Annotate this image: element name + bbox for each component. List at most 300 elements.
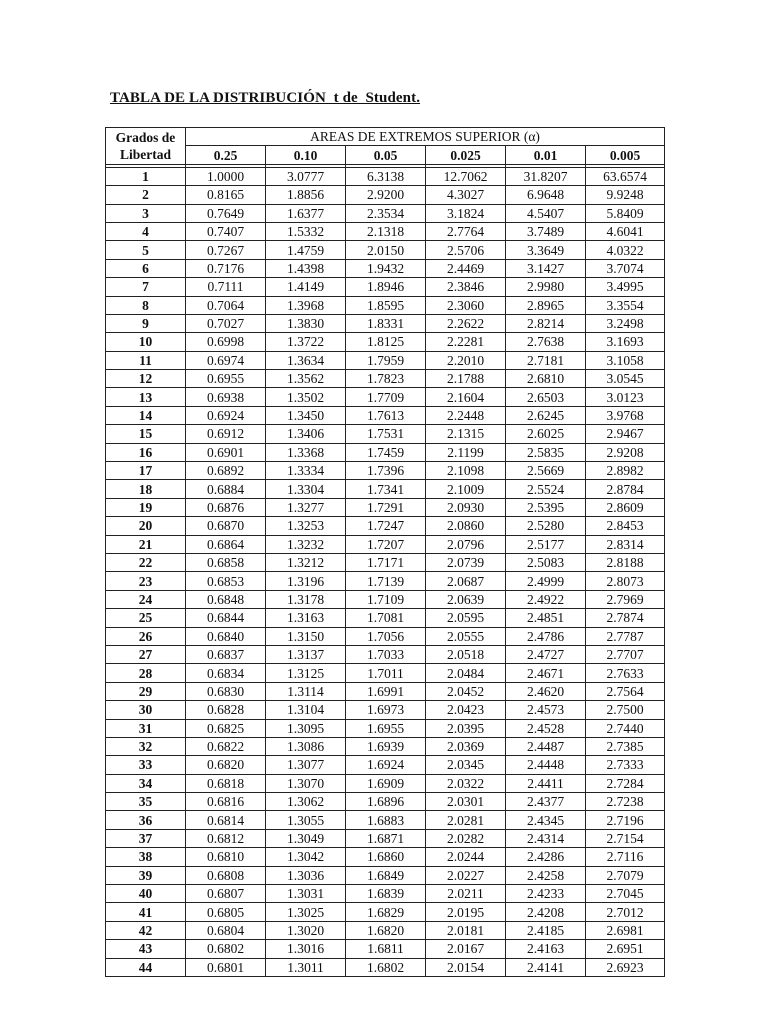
critical-value-cell: 2.7079 xyxy=(586,866,665,884)
df-cell: 15 xyxy=(106,425,186,443)
critical-value-cell: 1.8946 xyxy=(346,278,426,296)
critical-value-cell: 0.7267 xyxy=(186,241,266,259)
critical-value-cell: 12.7062 xyxy=(426,167,506,185)
critical-value-cell: 4.0322 xyxy=(586,241,665,259)
critical-value-cell: 2.8214 xyxy=(506,314,586,332)
critical-value-cell: 2.4469 xyxy=(426,259,506,277)
page-title: TABLA DE LA DISTRIBUCIÓN t de Student. xyxy=(110,90,421,106)
df-cell: 28 xyxy=(106,664,186,682)
critical-value-cell: 3.1824 xyxy=(426,204,506,222)
critical-value-cell: 2.7633 xyxy=(586,664,665,682)
alpha-header-row xyxy=(106,146,665,164)
critical-value-cell: 2.0860 xyxy=(426,517,506,535)
critical-value-cell: 2.4141 xyxy=(506,958,586,976)
critical-value-cell: 1.3049 xyxy=(266,829,346,847)
df-cell: 24 xyxy=(106,590,186,608)
df-cell: 30 xyxy=(106,701,186,719)
critical-value-cell: 5.8409 xyxy=(586,204,665,222)
critical-value-cell: 1.6860 xyxy=(346,848,426,866)
table-row xyxy=(106,719,665,737)
df-cell: 8 xyxy=(106,296,186,314)
df-cell: 2 xyxy=(106,186,186,204)
table-row xyxy=(106,351,665,369)
critical-value-cell: 2.7874 xyxy=(586,609,665,627)
table-body xyxy=(106,164,665,976)
critical-value-cell: 1.3095 xyxy=(266,719,346,737)
critical-value-cell: 1.3178 xyxy=(266,590,346,608)
df-cell: 26 xyxy=(106,627,186,645)
critical-value-cell: 0.6801 xyxy=(186,958,266,976)
critical-value-cell: 1.3334 xyxy=(266,462,346,480)
critical-value-cell: 6.3138 xyxy=(346,167,426,185)
df-cell: 27 xyxy=(106,645,186,663)
df-cell: 44 xyxy=(106,958,186,976)
df-cell: 22 xyxy=(106,553,186,571)
df-cell: 4 xyxy=(106,222,186,240)
critical-value-cell: 2.1315 xyxy=(426,425,506,443)
critical-value-cell: 2.6245 xyxy=(506,406,586,424)
critical-value-cell: 1.3125 xyxy=(266,664,346,682)
critical-value-cell: 0.6912 xyxy=(186,425,266,443)
critical-value-cell: 2.4671 xyxy=(506,664,586,682)
table-row xyxy=(106,774,665,792)
critical-value-cell: 1.3042 xyxy=(266,848,346,866)
critical-value-cell: 1.7709 xyxy=(346,388,426,406)
critical-value-cell: 2.1604 xyxy=(426,388,506,406)
critical-value-cell: 2.6025 xyxy=(506,425,586,443)
critical-value-cell: 1.3025 xyxy=(266,903,346,921)
critical-value-cell: 1.7959 xyxy=(346,351,426,369)
critical-value-cell: 1.8125 xyxy=(346,333,426,351)
critical-value-cell: 1.3114 xyxy=(266,682,346,700)
table-row xyxy=(106,480,665,498)
critical-value-cell: 2.4377 xyxy=(506,793,586,811)
df-cell: 18 xyxy=(106,480,186,498)
df-cell: 14 xyxy=(106,406,186,424)
critical-value-cell: 2.4851 xyxy=(506,609,586,627)
critical-value-cell: 0.7111 xyxy=(186,278,266,296)
critical-value-cell: 0.6805 xyxy=(186,903,266,921)
df-cell: 25 xyxy=(106,609,186,627)
critical-value-cell: 1.7081 xyxy=(346,609,426,627)
critical-value-cell: 1.6924 xyxy=(346,756,426,774)
df-cell: 10 xyxy=(106,333,186,351)
critical-value-cell: 2.2281 xyxy=(426,333,506,351)
table-row xyxy=(106,756,665,774)
critical-value-cell: 63.6574 xyxy=(586,167,665,185)
critical-value-cell: 31.8207 xyxy=(506,167,586,185)
critical-value-cell: 2.0282 xyxy=(426,829,506,847)
table-row xyxy=(106,682,665,700)
df-cell: 33 xyxy=(106,756,186,774)
critical-value-cell: 0.6924 xyxy=(186,406,266,424)
critical-value-cell: 2.0181 xyxy=(426,921,506,939)
critical-value-cell: 2.0518 xyxy=(426,645,506,663)
critical-value-cell: 2.0154 xyxy=(426,958,506,976)
table-row xyxy=(106,645,665,663)
alpha-header-cell: 0.10 xyxy=(266,146,346,164)
critical-value-cell: 2.7012 xyxy=(586,903,665,921)
critical-value-cell: 2.4345 xyxy=(506,811,586,829)
critical-value-cell: 2.3846 xyxy=(426,278,506,296)
df-cell: 35 xyxy=(106,793,186,811)
critical-value-cell: 2.5706 xyxy=(426,241,506,259)
critical-value-cell: 0.6974 xyxy=(186,351,266,369)
table-row xyxy=(106,259,665,277)
critical-value-cell: 0.6814 xyxy=(186,811,266,829)
critical-value-cell: 2.0345 xyxy=(426,756,506,774)
critical-value-cell: 1.3368 xyxy=(266,443,346,461)
critical-value-cell: 0.7407 xyxy=(186,222,266,240)
critical-value-cell: 2.5395 xyxy=(506,498,586,516)
table-row xyxy=(106,278,665,296)
critical-value-cell: 1.3062 xyxy=(266,793,346,811)
critical-value-cell: 2.4258 xyxy=(506,866,586,884)
critical-value-cell: 1.3634 xyxy=(266,351,346,369)
df-cell: 5 xyxy=(106,241,186,259)
critical-value-cell: 2.6951 xyxy=(586,940,665,958)
critical-value-cell: 2.8073 xyxy=(586,572,665,590)
critical-value-cell: 2.8965 xyxy=(506,296,586,314)
alpha-header-cell: 0.01 xyxy=(506,146,586,164)
df-header-line1: Grados de xyxy=(115,129,176,145)
critical-value-cell: 2.0423 xyxy=(426,701,506,719)
critical-value-cell: 1.3212 xyxy=(266,553,346,571)
critical-value-cell: 2.4487 xyxy=(506,737,586,755)
df-cell: 21 xyxy=(106,535,186,553)
critical-value-cell: 0.6837 xyxy=(186,645,266,663)
df-cell: 12 xyxy=(106,370,186,388)
critical-value-cell: 2.7333 xyxy=(586,756,665,774)
critical-value-cell: 2.0555 xyxy=(426,627,506,645)
df-cell: 40 xyxy=(106,885,186,903)
critical-value-cell: 1.3406 xyxy=(266,425,346,443)
critical-value-cell: 0.6812 xyxy=(186,829,266,847)
table-row xyxy=(106,314,665,332)
critical-value-cell: 2.7787 xyxy=(586,627,665,645)
t-distribution-table xyxy=(105,127,665,977)
critical-value-cell: 1.5332 xyxy=(266,222,346,240)
critical-value-cell: 1.0000 xyxy=(186,167,266,185)
critical-value-cell: 2.5835 xyxy=(506,443,586,461)
critical-value-cell: 2.0595 xyxy=(426,609,506,627)
critical-value-cell: 2.0167 xyxy=(426,940,506,958)
critical-value-cell: 1.3086 xyxy=(266,737,346,755)
critical-value-cell: 2.1318 xyxy=(346,222,426,240)
critical-value-cell: 1.7459 xyxy=(346,443,426,461)
table-row xyxy=(106,958,665,976)
critical-value-cell: 2.8609 xyxy=(586,498,665,516)
critical-value-cell: 3.3554 xyxy=(586,296,665,314)
df-cell: 20 xyxy=(106,517,186,535)
critical-value-cell: 1.3277 xyxy=(266,498,346,516)
critical-value-cell: 0.6828 xyxy=(186,701,266,719)
table-row xyxy=(106,517,665,535)
df-cell: 1 xyxy=(106,167,186,185)
critical-value-cell: 2.5177 xyxy=(506,535,586,553)
table-row xyxy=(106,885,665,903)
critical-value-cell: 2.4786 xyxy=(506,627,586,645)
table-row xyxy=(106,701,665,719)
df-cell: 16 xyxy=(106,443,186,461)
critical-value-cell: 2.0395 xyxy=(426,719,506,737)
df-cell: 19 xyxy=(106,498,186,516)
table-row xyxy=(106,167,665,185)
critical-value-cell: 4.3027 xyxy=(426,186,506,204)
critical-value-cell: 1.4149 xyxy=(266,278,346,296)
critical-value-cell: 1.6883 xyxy=(346,811,426,829)
critical-value-cell: 1.3036 xyxy=(266,866,346,884)
critical-value-cell: 0.6830 xyxy=(186,682,266,700)
critical-value-cell: 1.3055 xyxy=(266,811,346,829)
critical-value-cell: 2.0211 xyxy=(426,885,506,903)
critical-value-cell: 2.2448 xyxy=(426,406,506,424)
critical-value-cell: 2.0639 xyxy=(426,590,506,608)
critical-value-cell: 2.6981 xyxy=(586,921,665,939)
critical-value-cell: 0.7064 xyxy=(186,296,266,314)
critical-value-cell: 1.4759 xyxy=(266,241,346,259)
critical-value-cell: 1.7207 xyxy=(346,535,426,553)
df-header-line2: Libertad xyxy=(119,146,171,162)
df-cell: 17 xyxy=(106,462,186,480)
critical-value-cell: 2.8188 xyxy=(586,553,665,571)
table-row xyxy=(106,793,665,811)
critical-value-cell: 0.6808 xyxy=(186,866,266,884)
critical-value-cell: 0.7649 xyxy=(186,204,266,222)
table-row xyxy=(106,811,665,829)
critical-value-cell: 2.7284 xyxy=(586,774,665,792)
critical-value-cell: 2.7238 xyxy=(586,793,665,811)
critical-value-cell: 2.5083 xyxy=(506,553,586,571)
critical-value-cell: 1.3150 xyxy=(266,627,346,645)
critical-value-cell: 2.4185 xyxy=(506,921,586,939)
critical-value-cell: 0.6820 xyxy=(186,756,266,774)
table-row xyxy=(106,370,665,388)
critical-value-cell: 0.7176 xyxy=(186,259,266,277)
critical-value-cell: 2.0227 xyxy=(426,866,506,884)
table-row xyxy=(106,296,665,314)
critical-value-cell: 2.1199 xyxy=(426,443,506,461)
df-cell: 11 xyxy=(106,351,186,369)
critical-value-cell: 2.7969 xyxy=(586,590,665,608)
critical-value-cell: 1.7056 xyxy=(346,627,426,645)
critical-value-cell: 3.1058 xyxy=(586,351,665,369)
critical-value-cell: 2.4620 xyxy=(506,682,586,700)
df-cell: 7 xyxy=(106,278,186,296)
critical-value-cell: 2.4922 xyxy=(506,590,586,608)
critical-value-cell: 1.6377 xyxy=(266,204,346,222)
critical-value-cell: 0.7027 xyxy=(186,314,266,332)
critical-value-cell: 2.5524 xyxy=(506,480,586,498)
critical-value-cell: 2.8314 xyxy=(586,535,665,553)
critical-value-cell: 3.3649 xyxy=(506,241,586,259)
table-row xyxy=(106,609,665,627)
critical-value-cell: 2.4411 xyxy=(506,774,586,792)
critical-value-cell: 1.6820 xyxy=(346,921,426,939)
critical-value-cell: 3.0123 xyxy=(586,388,665,406)
critical-value-cell: 1.7531 xyxy=(346,425,426,443)
critical-value-cell: 9.9248 xyxy=(586,186,665,204)
critical-value-cell: 1.3502 xyxy=(266,388,346,406)
critical-value-cell: 2.0244 xyxy=(426,848,506,866)
df-cell: 42 xyxy=(106,921,186,939)
table-row xyxy=(106,737,665,755)
critical-value-cell: 2.7500 xyxy=(586,701,665,719)
critical-value-cell: 0.6876 xyxy=(186,498,266,516)
critical-value-cell: 2.9200 xyxy=(346,186,426,204)
table-row xyxy=(106,921,665,939)
critical-value-cell: 2.0322 xyxy=(426,774,506,792)
critical-value-cell: 2.6503 xyxy=(506,388,586,406)
critical-value-cell: 2.4208 xyxy=(506,903,586,921)
critical-value-cell: 1.8331 xyxy=(346,314,426,332)
critical-value-cell: 1.7033 xyxy=(346,645,426,663)
critical-value-cell: 2.1788 xyxy=(426,370,506,388)
df-cell: 43 xyxy=(106,940,186,958)
critical-value-cell: 1.3077 xyxy=(266,756,346,774)
df-cell: 23 xyxy=(106,572,186,590)
critical-value-cell: 0.6825 xyxy=(186,719,266,737)
alpha-header-cell: 0.25 xyxy=(186,146,266,164)
table-row xyxy=(106,848,665,866)
critical-value-cell: 1.3830 xyxy=(266,314,346,332)
critical-value-cell: 3.4995 xyxy=(586,278,665,296)
critical-value-cell: 2.0195 xyxy=(426,903,506,921)
critical-value-cell: 2.0281 xyxy=(426,811,506,829)
critical-value-cell: 2.7045 xyxy=(586,885,665,903)
table-row xyxy=(106,866,665,884)
critical-value-cell: 0.6858 xyxy=(186,553,266,571)
table-row xyxy=(106,388,665,406)
critical-value-cell: 0.6810 xyxy=(186,848,266,866)
critical-value-cell: 2.0796 xyxy=(426,535,506,553)
alpha-header-cell: 0.05 xyxy=(346,146,426,164)
critical-value-cell: 1.8856 xyxy=(266,186,346,204)
critical-value-cell: 2.9980 xyxy=(506,278,586,296)
critical-value-cell: 1.3232 xyxy=(266,535,346,553)
critical-value-cell: 1.6909 xyxy=(346,774,426,792)
critical-value-cell: 2.6810 xyxy=(506,370,586,388)
critical-value-cell: 0.6818 xyxy=(186,774,266,792)
critical-value-cell: 2.4163 xyxy=(506,940,586,958)
critical-value-cell: 1.3163 xyxy=(266,609,346,627)
critical-value-cell: 2.4314 xyxy=(506,829,586,847)
critical-value-cell: 2.8784 xyxy=(586,480,665,498)
df-cell: 29 xyxy=(106,682,186,700)
critical-value-cell: 1.6871 xyxy=(346,829,426,847)
critical-value-cell: 1.3016 xyxy=(266,940,346,958)
critical-value-cell: 1.7613 xyxy=(346,406,426,424)
table-row xyxy=(106,553,665,571)
critical-value-cell: 1.7011 xyxy=(346,664,426,682)
critical-value-cell: 4.6041 xyxy=(586,222,665,240)
critical-value-cell: 2.4573 xyxy=(506,701,586,719)
table-row xyxy=(106,425,665,443)
table-row xyxy=(106,333,665,351)
table-row xyxy=(106,498,665,516)
table-row xyxy=(106,627,665,645)
df-cell: 13 xyxy=(106,388,186,406)
critical-value-cell: 0.6840 xyxy=(186,627,266,645)
critical-value-cell: 0.6822 xyxy=(186,737,266,755)
critical-value-cell: 0.6892 xyxy=(186,462,266,480)
critical-value-cell: 2.6923 xyxy=(586,958,665,976)
table-row xyxy=(106,535,665,553)
critical-value-cell: 2.8453 xyxy=(586,517,665,535)
df-cell: 37 xyxy=(106,829,186,847)
critical-value-cell: 2.1009 xyxy=(426,480,506,498)
df-cell: 9 xyxy=(106,314,186,332)
critical-value-cell: 0.6844 xyxy=(186,609,266,627)
critical-value-cell: 0.6938 xyxy=(186,388,266,406)
critical-value-cell: 2.7116 xyxy=(586,848,665,866)
critical-value-cell: 1.3196 xyxy=(266,572,346,590)
critical-value-cell: 3.9768 xyxy=(586,406,665,424)
critical-value-cell: 2.0484 xyxy=(426,664,506,682)
table-row xyxy=(106,590,665,608)
critical-value-cell: 1.7247 xyxy=(346,517,426,535)
critical-value-cell: 2.1098 xyxy=(426,462,506,480)
critical-value-cell: 1.8595 xyxy=(346,296,426,314)
critical-value-cell: 2.2010 xyxy=(426,351,506,369)
critical-value-cell: 1.6991 xyxy=(346,682,426,700)
critical-value-cell: 1.6955 xyxy=(346,719,426,737)
critical-value-cell: 1.6973 xyxy=(346,701,426,719)
critical-value-cell: 2.5280 xyxy=(506,517,586,535)
critical-value-cell: 0.6816 xyxy=(186,793,266,811)
table-row xyxy=(106,222,665,240)
critical-value-cell: 1.3070 xyxy=(266,774,346,792)
table-row xyxy=(106,940,665,958)
critical-value-cell: 1.3020 xyxy=(266,921,346,939)
critical-value-cell: 3.7489 xyxy=(506,222,586,240)
critical-value-cell: 2.4727 xyxy=(506,645,586,663)
critical-value-cell: 1.7171 xyxy=(346,553,426,571)
critical-value-cell: 3.1693 xyxy=(586,333,665,351)
alpha-header-cell: 0.005 xyxy=(586,146,665,164)
upper-tail-areas-header: AREAS DE EXTREMOS SUPERIOR (α) xyxy=(186,128,665,146)
critical-value-cell: 2.7440 xyxy=(586,719,665,737)
critical-value-cell: 2.5669 xyxy=(506,462,586,480)
critical-value-cell: 2.4999 xyxy=(506,572,586,590)
degrees-of-freedom-header xyxy=(106,128,186,165)
critical-value-cell: 1.6829 xyxy=(346,903,426,921)
critical-value-cell: 2.3060 xyxy=(426,296,506,314)
critical-value-cell: 3.0777 xyxy=(266,167,346,185)
critical-value-cell: 3.1427 xyxy=(506,259,586,277)
critical-value-cell: 2.7385 xyxy=(586,737,665,755)
critical-value-cell: 0.6848 xyxy=(186,590,266,608)
table-row xyxy=(106,186,665,204)
critical-value-cell: 1.3137 xyxy=(266,645,346,663)
critical-value-cell: 1.4398 xyxy=(266,259,346,277)
table-row xyxy=(106,903,665,921)
critical-value-cell: 2.4448 xyxy=(506,756,586,774)
table-row xyxy=(106,462,665,480)
critical-value-cell: 0.6807 xyxy=(186,885,266,903)
critical-value-cell: 1.7341 xyxy=(346,480,426,498)
critical-value-cell: 1.3104 xyxy=(266,701,346,719)
critical-value-cell: 0.6901 xyxy=(186,443,266,461)
critical-value-cell: 1.6896 xyxy=(346,793,426,811)
df-cell: 31 xyxy=(106,719,186,737)
critical-value-cell: 1.3968 xyxy=(266,296,346,314)
critical-value-cell: 0.8165 xyxy=(186,186,266,204)
critical-value-cell: 0.6802 xyxy=(186,940,266,958)
critical-value-cell: 2.0930 xyxy=(426,498,506,516)
critical-value-cell: 3.2498 xyxy=(586,314,665,332)
critical-value-cell: 1.6802 xyxy=(346,958,426,976)
